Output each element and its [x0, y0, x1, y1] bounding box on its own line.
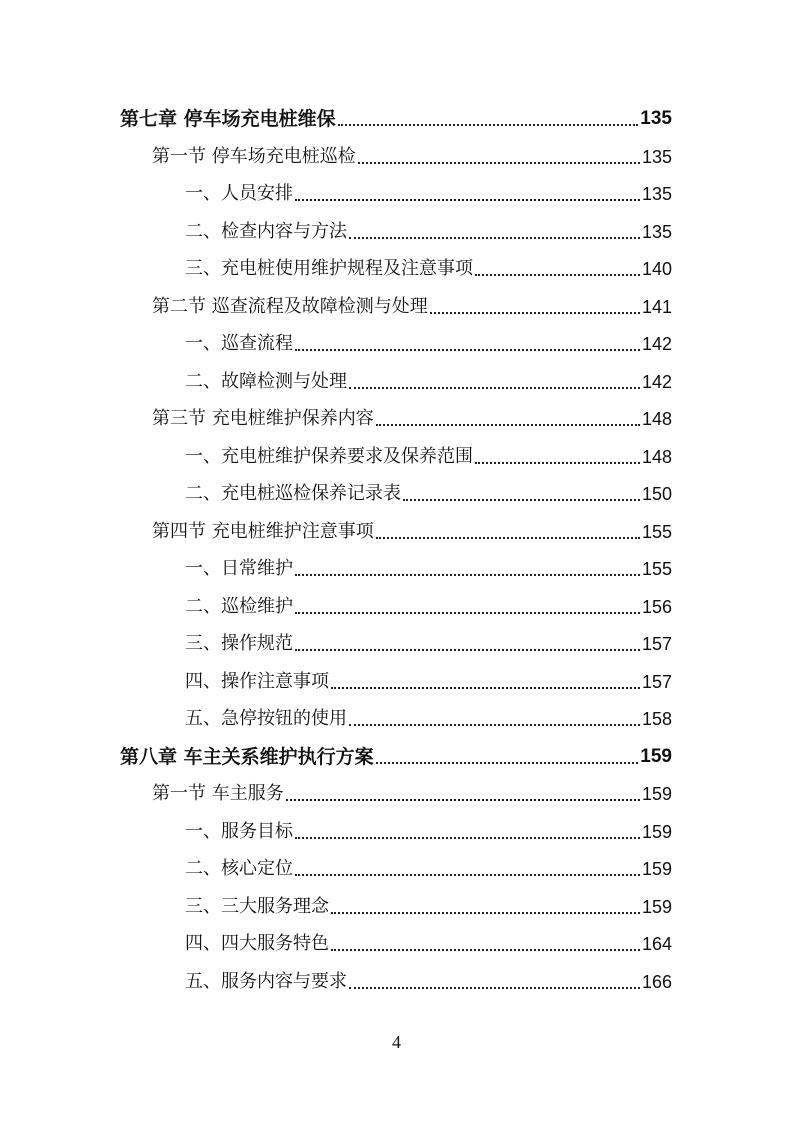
toc-entry-label: 第一节 停车场充电桩巡检: [152, 145, 356, 167]
dot-leader: [403, 481, 640, 507]
dot-leader: [286, 781, 640, 807]
dot-leader: [295, 819, 640, 845]
toc-entry-page: 155: [641, 559, 672, 579]
toc-entry-label: 四、四大服务特色: [185, 933, 329, 954]
toc-entry-page: 159: [640, 745, 672, 767]
toc-entry-page: 159: [641, 821, 672, 842]
toc-entry-label: 第八章 车主关系维护执行方案: [120, 745, 374, 768]
toc-entry-label: 四、操作注意事项: [185, 670, 329, 692]
toc-entry-label: 第四节 充电桩维护注意事项: [152, 520, 374, 542]
toc-entry-label: 二、核心定位: [185, 858, 293, 879]
toc-item-entry[interactable]: [185, 556, 672, 582]
toc-section-entry[interactable]: [152, 406, 672, 432]
toc-item-entry[interactable]: [185, 256, 672, 282]
toc-chapter-entry[interactable]: [120, 744, 672, 770]
dot-leader: [295, 556, 640, 582]
toc-entry-page: 142: [641, 334, 672, 354]
dot-leader: [349, 219, 640, 245]
toc-section-entry[interactable]: [152, 519, 672, 545]
toc-entry-page: 159: [641, 896, 672, 917]
toc-entry-label: 一、巡查流程: [185, 333, 293, 354]
toc-entry-label: 第三节 充电桩维护保养内容: [152, 408, 374, 429]
toc-entry-label: 二、故障检测与处理: [185, 370, 347, 392]
dot-leader: [430, 294, 640, 320]
toc-entry-label: 第七章 停车场充电桩维保: [120, 108, 336, 130]
dot-leader: [331, 894, 640, 920]
toc-item-entry[interactable]: [185, 481, 672, 507]
dot-leader: [475, 256, 640, 282]
toc-entry-label: 第二节 巡查流程及故障检测与处理: [152, 295, 428, 317]
toc-entry-label: 一、日常维护: [185, 558, 293, 579]
toc-item-entry[interactable]: [185, 444, 672, 470]
toc-entry-label: 三、操作规范: [185, 633, 293, 654]
dot-leader: [295, 594, 640, 620]
toc-entry-page: 142: [641, 371, 672, 392]
toc-chapter-entry[interactable]: [120, 106, 672, 132]
toc-entry-label: 一、人员安排: [185, 183, 293, 204]
toc-entry-page: 148: [641, 446, 672, 467]
toc-entry-page: 157: [641, 671, 672, 692]
toc-entry-label: 三、三大服务理念: [185, 895, 329, 917]
dot-leader: [376, 744, 639, 770]
toc-entry-label: 二、充电桩巡检保养记录表: [185, 483, 401, 504]
dot-leader: [349, 369, 640, 395]
toc-entry-page: 135: [641, 184, 672, 204]
toc-item-entry[interactable]: [185, 594, 672, 620]
toc-entry-label: 五、服务内容与要求: [185, 970, 347, 992]
toc-entry-label: 二、检查内容与方法: [185, 220, 347, 242]
toc-section-entry[interactable]: [152, 781, 672, 807]
dot-leader: [338, 106, 639, 132]
toc-item-entry[interactable]: [185, 331, 672, 357]
toc-entry-page: 141: [641, 296, 672, 317]
toc-entry-page: 135: [641, 146, 672, 167]
toc-entry-label: 一、服务目标: [185, 820, 293, 842]
toc-entry-page: 159: [641, 859, 672, 879]
toc-entry-page: 156: [641, 596, 672, 617]
toc-item-entry[interactable]: [185, 669, 672, 695]
toc-entry-label: 二、巡检维护: [185, 595, 293, 617]
toc-entry-page: 150: [641, 484, 672, 504]
toc-item-entry[interactable]: [185, 931, 672, 957]
toc-entry-page: 135: [640, 108, 672, 129]
toc-entry-page: 158: [641, 709, 672, 729]
toc-item-entry[interactable]: [185, 706, 672, 732]
toc-entry-page: 140: [641, 259, 672, 279]
toc-entry-page: 135: [641, 221, 672, 242]
toc-item-entry[interactable]: [185, 969, 672, 995]
toc-entry-label: 第一节 车主服务: [152, 783, 284, 804]
toc-item-entry[interactable]: [185, 894, 672, 920]
dot-leader: [376, 519, 640, 545]
toc-section-entry[interactable]: [152, 294, 672, 320]
dot-leader: [475, 444, 640, 470]
toc-entry-label: 三、充电桩使用维护规程及注意事项: [185, 258, 473, 279]
toc-entry-page: 155: [641, 521, 672, 542]
dot-leader: [295, 856, 640, 882]
toc-entry-page: 148: [641, 409, 672, 429]
dot-leader: [295, 631, 640, 657]
toc-entry-page: 166: [641, 971, 672, 992]
dot-leader: [331, 669, 640, 695]
dot-leader: [295, 181, 640, 207]
dot-leader: [358, 144, 640, 170]
toc-item-entry[interactable]: [185, 856, 672, 882]
dot-leader: [376, 406, 640, 432]
toc-item-entry[interactable]: [185, 631, 672, 657]
toc-entry-page: 159: [641, 784, 672, 804]
toc-entry-page: 157: [641, 634, 672, 654]
toc-entry-label: 五、急停按钮的使用: [185, 708, 347, 729]
toc-section-entry[interactable]: [152, 144, 672, 170]
dot-leader: [349, 706, 640, 732]
toc-entry-page: 164: [641, 934, 672, 954]
dot-leader: [295, 331, 640, 357]
dot-leader: [349, 969, 640, 995]
page-number: 4: [392, 1032, 401, 1052]
toc-item-entry[interactable]: [185, 219, 672, 245]
toc-item-entry[interactable]: [185, 369, 672, 395]
toc-item-entry[interactable]: [185, 819, 672, 845]
toc-item-entry[interactable]: [185, 181, 672, 207]
toc-entry-label: 一、充电桩维护保养要求及保养范围: [185, 445, 473, 467]
dot-leader: [331, 931, 640, 957]
